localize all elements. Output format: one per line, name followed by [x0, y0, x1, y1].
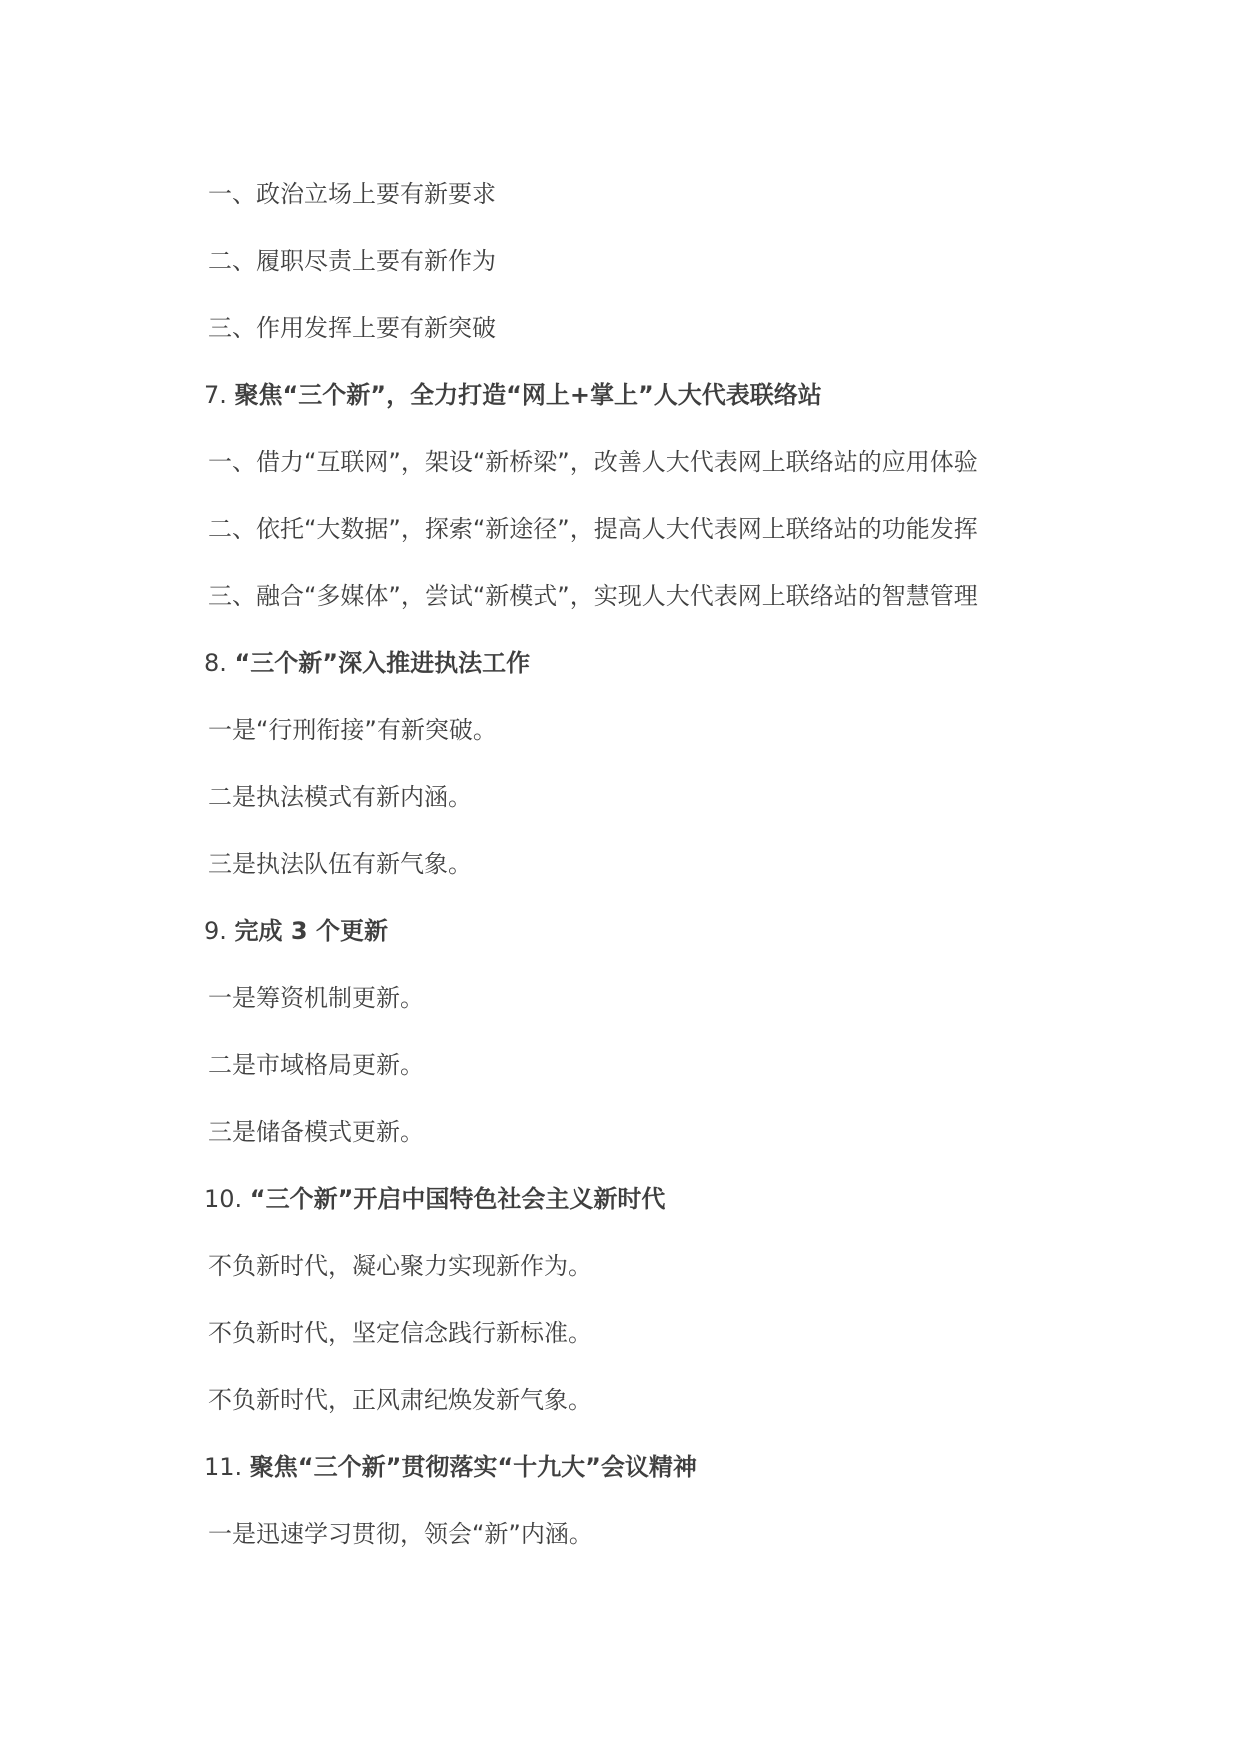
list-item: 二、履职尽责上要有新作为 — [208, 247, 496, 275]
list-item: 一是筹资机制更新。 — [208, 984, 424, 1012]
list-item: 不负新时代，凝心聚力实现新作为。 — [208, 1252, 592, 1280]
section-heading-7 — [204, 379, 822, 411]
section-heading-11 — [204, 1451, 697, 1483]
section-title: 聚焦“三个新”，全力打造“网上+掌上”人大代表联络站 — [234, 381, 822, 409]
section-heading-9 — [204, 915, 388, 947]
list-item: 一是“行刑衔接”有新突破。 — [208, 716, 497, 744]
list-item: 二、依托“大数据”，探索“新途径”，提高人大代表网上联络站的功能发挥 — [208, 515, 978, 543]
section-number: 7. — [204, 381, 235, 409]
section-title: 完成 3 个更新 — [234, 917, 388, 945]
list-item: 二是执法模式有新内涵。 — [208, 783, 472, 811]
list-item: 一是迅速学习贯彻，领会“新”内涵。 — [208, 1520, 593, 1548]
section-title: 聚焦“三个新”贯彻落实“十九大”会议精神 — [249, 1453, 697, 1481]
section-number: 11. — [204, 1453, 250, 1481]
list-item: 不负新时代，正风肃纪焕发新气象。 — [208, 1386, 592, 1414]
section-title: “三个新”开启中国特色社会主义新时代 — [249, 1185, 666, 1213]
section-number: 9. — [204, 917, 235, 945]
list-item: 三、作用发挥上要有新突破 — [208, 314, 496, 342]
section-heading-8 — [204, 647, 530, 679]
section-title: “三个新”深入推进执法工作 — [234, 649, 531, 677]
section-heading-10 — [204, 1183, 665, 1215]
list-item: 不负新时代，坚定信念践行新标准。 — [208, 1319, 592, 1347]
list-item: 一、政治立场上要有新要求 — [208, 180, 496, 208]
section-number: 10. — [204, 1185, 250, 1213]
section-number: 8. — [204, 649, 235, 677]
list-item: 一、借力“互联网”，架设“新桥梁”，改善人大代表网上联络站的应用体验 — [208, 448, 978, 476]
list-item: 二是市域格局更新。 — [208, 1051, 424, 1079]
list-item: 三是执法队伍有新气象。 — [208, 850, 472, 878]
list-item: 三、融合“多媒体”，尝试“新模式”，实现人大代表网上联络站的智慧管理 — [208, 582, 978, 610]
list-item: 三是储备模式更新。 — [208, 1118, 424, 1146]
